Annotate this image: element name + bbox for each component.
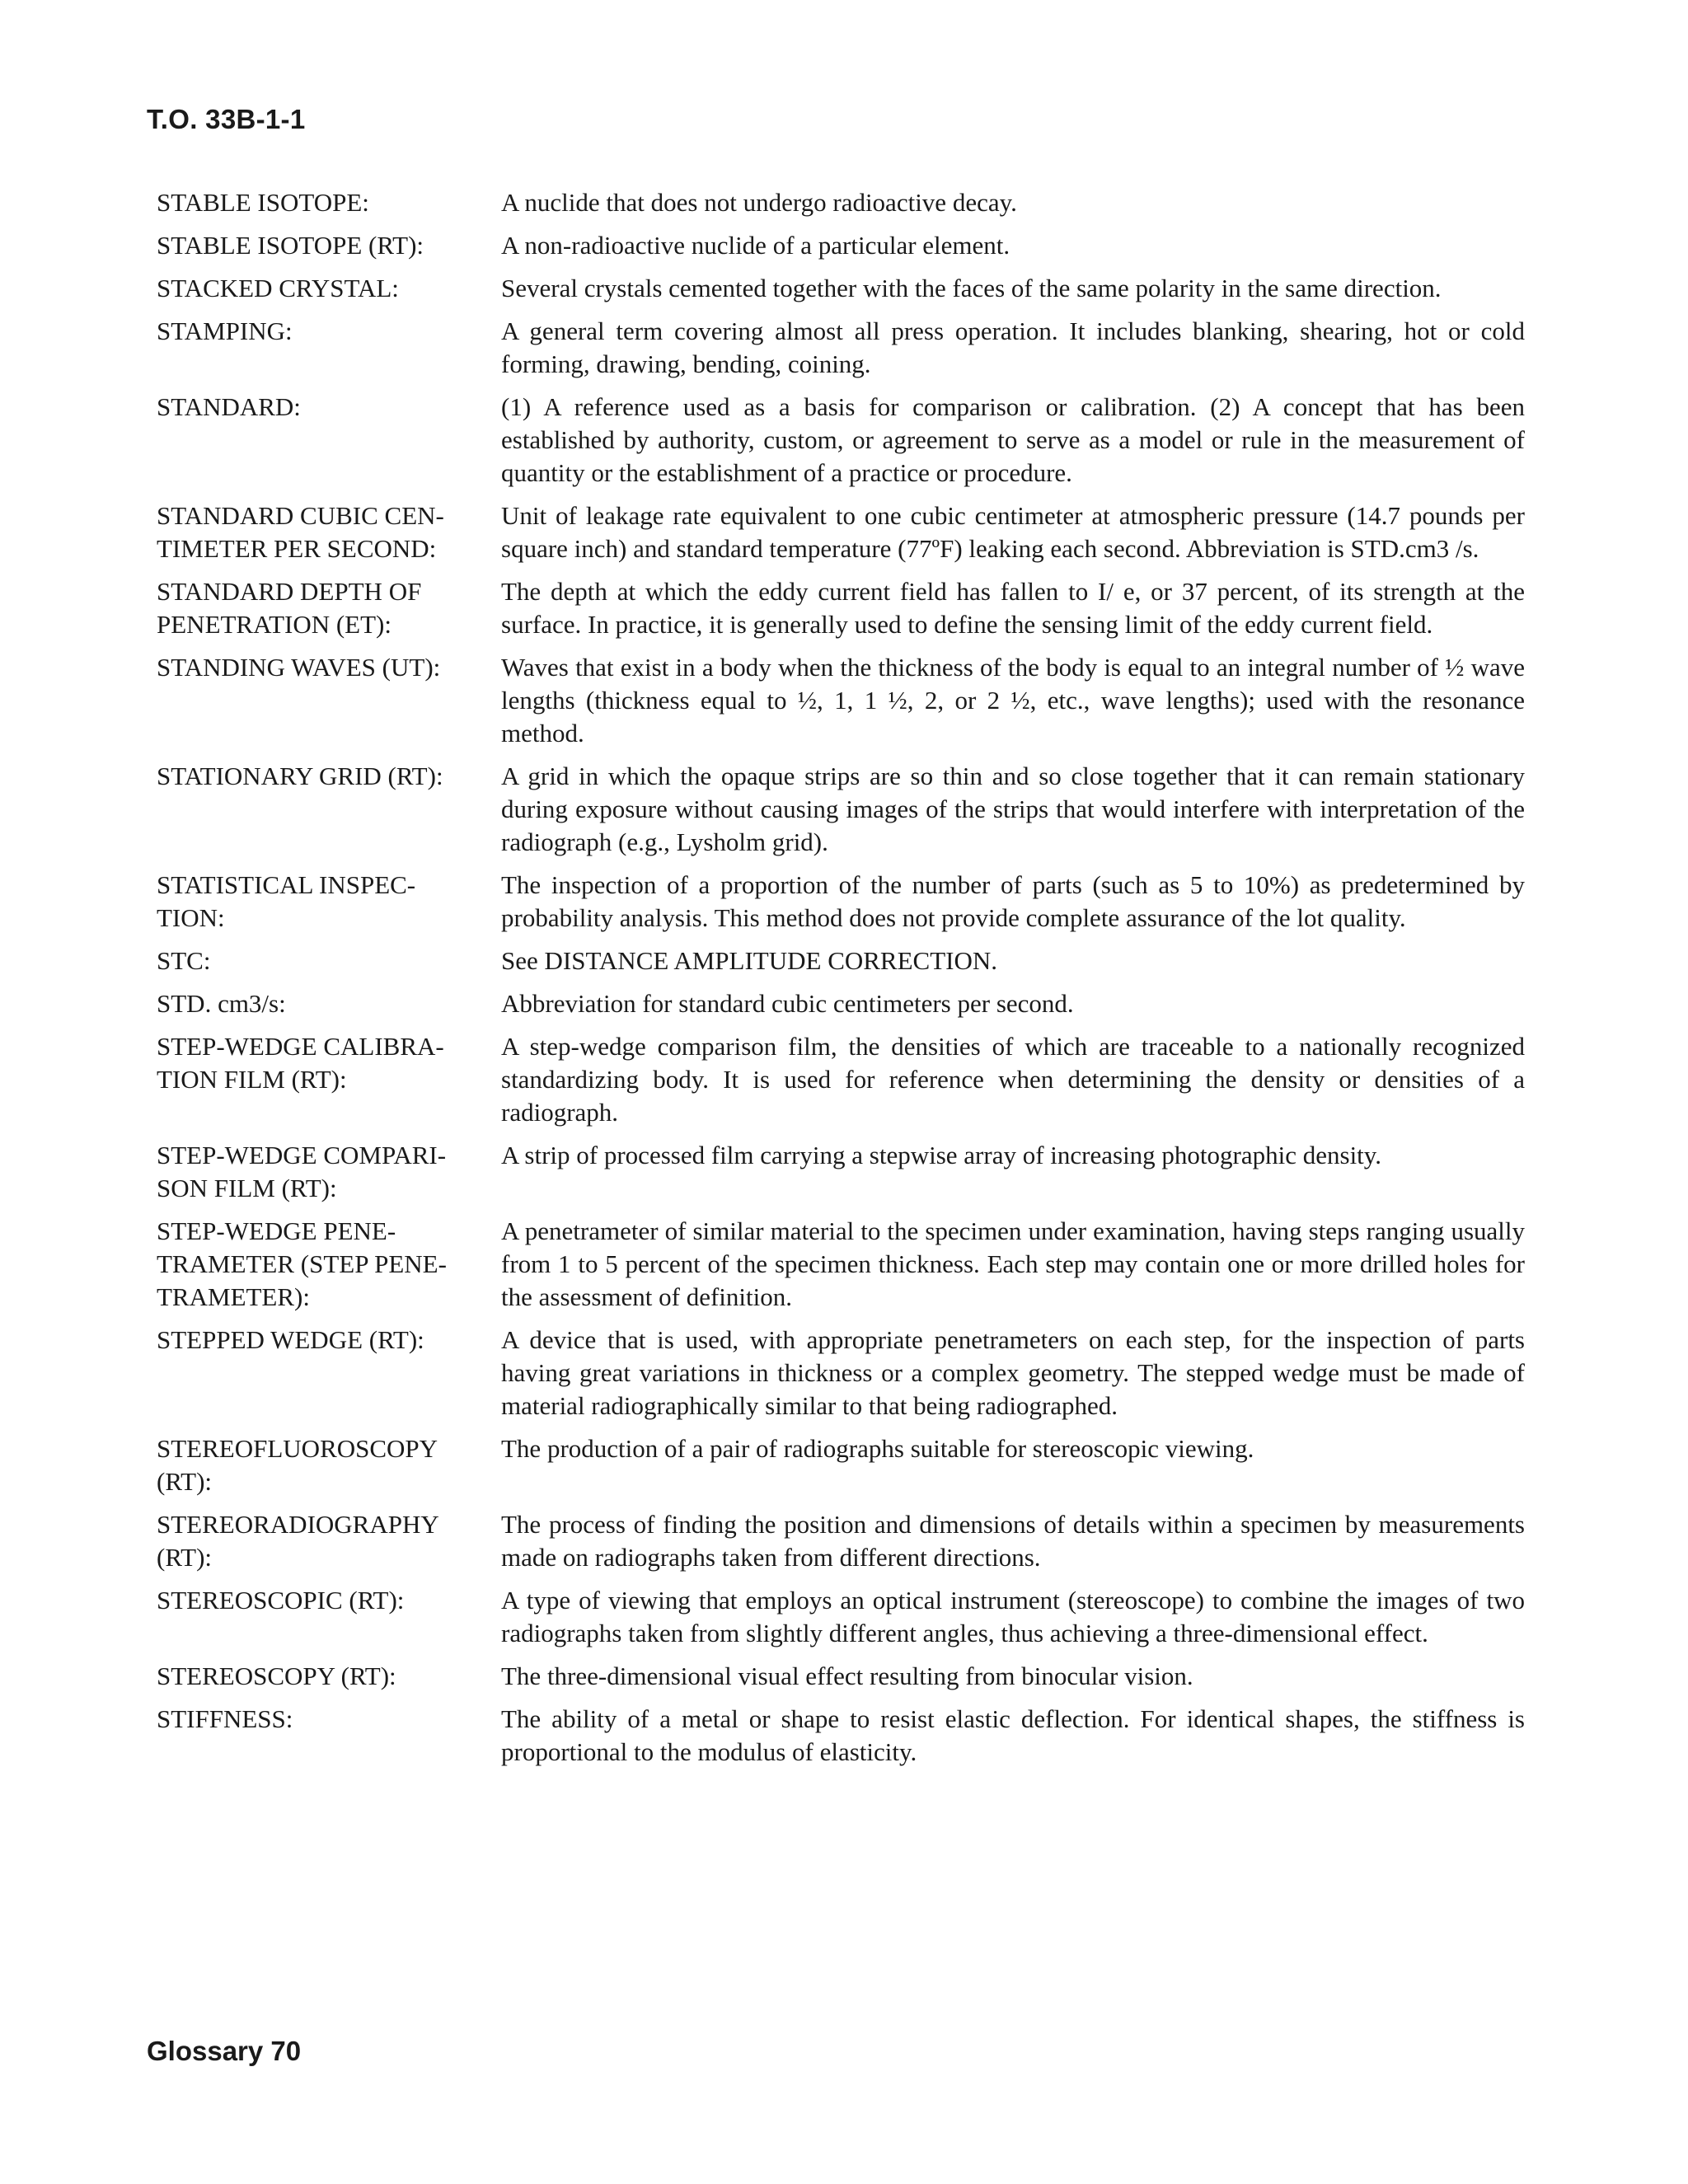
glossary-term: STANDARD DEPTH OF PENETRATION (ET): <box>157 577 422 639</box>
glossary-definition: The three-dimensional visual effect resulting from binocular vision. <box>501 1661 1193 1690</box>
glossary-entry <box>157 391 1525 490</box>
glossary-definition: A non-radioactive nuclide of a particular element. <box>501 231 1010 260</box>
glossary-term: STEREORADIOGRAPHY (RT): <box>157 1510 439 1572</box>
glossary-entry <box>157 760 1525 859</box>
glossary-term: STATIONARY GRID (RT): <box>157 762 443 790</box>
glossary-definition: The process of finding the position and dimensions of details within a specimen by measurements made on radiographs taken from different directions. <box>501 1510 1525 1572</box>
glossary-definition: A type of viewing that employs an optical instrument (stereoscope) to combine the images of two radiographs taken from slightly different angles, thus achieving a three-dimensional effect. <box>501 1586 1525 1647</box>
glossary-entry <box>157 272 1525 305</box>
glossary-term: STANDARD CUBIC CEN- TIMETER PER SECOND: <box>157 501 444 563</box>
glossary-definition: The depth at which the eddy current field has fallen to I/ e, or 37 percent, of its strength at the surface. In practice, it is generally used to define the sensing limit of the eddy current field. <box>501 577 1525 639</box>
glossary-entry <box>157 869 1525 935</box>
glossary-entry <box>157 1660 1525 1693</box>
glossary-term: STEREOFLUOROSCOPY (RT): <box>157 1434 438 1496</box>
glossary-list <box>157 186 1525 1779</box>
glossary-term: STAMPING: <box>157 316 293 345</box>
glossary-entry <box>157 186 1525 219</box>
glossary-definition: A nuclide that does not undergo radioactive decay. <box>501 188 1017 217</box>
glossary-term: STD. cm3/s: <box>157 989 286 1018</box>
glossary-definition: The ability of a metal or shape to resist elastic deflection. For identical shapes, the stiffness is proportional to the modulus of elasticity. <box>501 1704 1525 1766</box>
glossary-definition: Unit of leakage rate equivalent to one cubic centimeter at atmospheric pressure (14.7 pounds per square inch) and standard temperature (77ºF) leaking each second. Abbreviation is STD.cm3 /s. <box>501 501 1525 563</box>
glossary-definition: Waves that exist in a body when the thickness of the body is equal to an integral number of ½ wave lengths (thickness equal to ½, 1, 1 ½, 2, or 2 ½, etc., wave lengths); used with the resonance method. <box>501 653 1525 748</box>
glossary-definition: A general term covering almost all press operation. It includes blanking, shearing, hot or cold forming, drawing, bending, coining. <box>501 316 1525 378</box>
glossary-entry <box>157 1703 1525 1769</box>
glossary-term: STANDING WAVES (UT): <box>157 653 441 682</box>
glossary-term: STIFFNESS: <box>157 1704 293 1733</box>
glossary-definition: A penetrameter of similar material to the specimen under examination, having steps ranging usually from 1 to 5 percent of the specimen thickness. Each step may contain one or more drilled holes for the assessment of definition. <box>501 1216 1525 1311</box>
glossary-entry <box>157 1584 1525 1650</box>
glossary-term: STEP-WEDGE CALIBRA- TION FILM (RT): <box>157 1032 444 1094</box>
glossary-entry <box>157 575 1525 641</box>
glossary-term: STABLE ISOTOPE (RT): <box>157 231 424 260</box>
glossary-term: STEPPED WEDGE (RT): <box>157 1325 424 1354</box>
glossary-definition: Several crystals cemented together with the faces of the same polarity in the same direction. <box>501 274 1442 302</box>
glossary-entry <box>157 1215 1525 1314</box>
glossary-definition: A strip of processed film carrying a stepwise array of increasing photographic density. <box>501 1141 1382 1169</box>
glossary-entry <box>157 944 1525 977</box>
glossary-definition: A step-wedge comparison film, the densities of which are traceable to a nationally recognized standardizing body. It is used for reference when determining the density or densities of a radiograph. <box>501 1032 1525 1127</box>
glossary-definition: A grid in which the opaque strips are so thin and so close together that it can remain stationary during exposure without causing images of the strips that would interfere with interpretation of the radiograph (e.g., Lysholm grid). <box>501 762 1525 856</box>
glossary-term: STACKED CRYSTAL: <box>157 274 399 302</box>
glossary-term: STC: <box>157 946 211 975</box>
glossary-entry <box>157 499 1525 565</box>
document-id-header: T.O. 33B-1-1 <box>147 104 306 134</box>
glossary-entry <box>157 1432 1525 1498</box>
glossary-entry <box>157 229 1525 262</box>
glossary-definition: (1) A reference used as a basis for comparison or calibration. (2) A concept that has been established by authority, custom, or agreement to serve as a model or rule in the measurement of quantity or the establishment of a practice or procedure. <box>501 392 1525 487</box>
glossary-term: STEREOSCOPIC (RT): <box>157 1586 405 1615</box>
glossary-entry <box>157 651 1525 750</box>
glossary-entry <box>157 1508 1525 1574</box>
glossary-term: STABLE ISOTOPE: <box>157 188 369 217</box>
glossary-term: STATISTICAL INSPEC- TION: <box>157 870 416 932</box>
glossary-entry <box>157 1324 1525 1422</box>
glossary-entry <box>157 987 1525 1020</box>
glossary-entry <box>157 1139 1525 1205</box>
glossary-term: STANDARD: <box>157 392 301 421</box>
glossary-definition: The production of a pair of radiographs suitable for stereoscopic viewing. <box>501 1434 1254 1463</box>
glossary-definition: Abbreviation for standard cubic centimeters per second. <box>501 989 1074 1018</box>
page-number-footer: Glossary 70 <box>147 2036 302 2066</box>
glossary-definition: A device that is used, with appropriate penetrameters on each step, for the inspection of parts having great variations in thickness or a complex geometry. The stepped wedge must be made of material radiographically similar to that being radiographed. <box>501 1325 1525 1420</box>
glossary-term: STEP-WEDGE PENE- TRAMETER (STEP PENE- TRAMETER): <box>157 1216 447 1311</box>
glossary-entry <box>157 315 1525 381</box>
glossary-term: STEREOSCOPY (RT): <box>157 1661 396 1690</box>
glossary-definition: The inspection of a proportion of the number of parts (such as 5 to 10%) as predetermined by probability analysis. This method does not provide complete assurance of the lot quality. <box>501 870 1525 932</box>
glossary-entry <box>157 1030 1525 1129</box>
glossary-term: STEP-WEDGE COMPARI- SON FILM (RT): <box>157 1141 447 1202</box>
glossary-definition: See DISTANCE AMPLITUDE CORRECTION. <box>501 946 998 975</box>
